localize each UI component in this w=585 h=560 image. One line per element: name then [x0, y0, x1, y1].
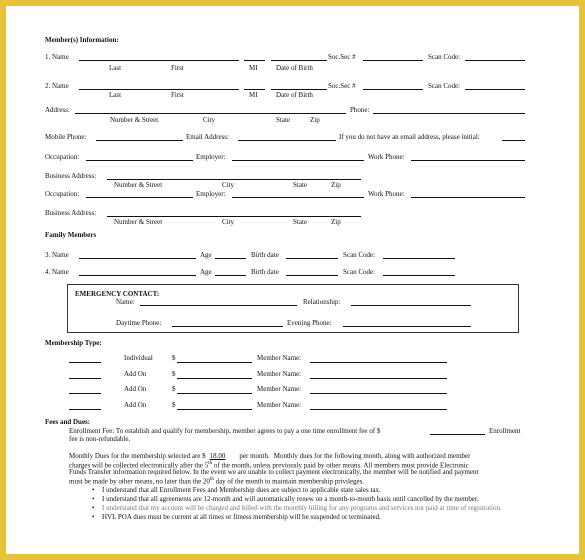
business2-sub-street: Number & Street: [114, 218, 163, 226]
member-name-label: Member Name:: [257, 370, 302, 378]
enrollment-fee-field[interactable]: [430, 434, 485, 435]
fees-dues-title: Fees and Dues:: [45, 418, 91, 426]
employer1-field[interactable]: [232, 160, 364, 161]
occupation1-label: Occupation:: [45, 153, 80, 161]
membership-type-title: Membership Type:: [45, 339, 102, 347]
name1-scan-field[interactable]: [465, 60, 525, 61]
dues-line2-end: of the month, unless previously paid by other means. All members must provide Electronic: [213, 461, 469, 470]
age4-field[interactable]: [215, 275, 246, 276]
name1-sub-mi: MI: [249, 64, 258, 72]
relationship-field[interactable]: [351, 305, 471, 306]
name3-field[interactable]: [79, 258, 196, 259]
membership-type-label: Add On: [124, 385, 147, 393]
bullet-icon: •: [92, 513, 95, 521]
terms-bullet-3: I understand that my account will be charged and billed with the monthly billing for any programs and services not paid at time of registration.: [102, 504, 502, 512]
name1-ssn-field[interactable]: [363, 60, 423, 61]
work-phone2-label: Work Phone:: [368, 190, 405, 198]
membership-type-label: Individual: [124, 354, 153, 362]
dollar-sign: $: [172, 354, 176, 362]
work-phone1-label: Work Phone:: [368, 153, 405, 161]
terms-bullet-1: I understand that all Enrollment Fees and Membership dues are subject to applicable state sales tax.: [102, 486, 381, 494]
address-sub-city: City: [203, 116, 216, 124]
monthly-dues-line3: Funds Transfer information required below. In the event we are unable to collect payment electronically, the member will be notified and payment: [69, 468, 479, 476]
name1-scan-label: Scan Code:: [428, 53, 461, 61]
name1-dob-field[interactable]: [271, 60, 327, 61]
name2-sub-first: First: [171, 91, 184, 99]
bullet-icon: •: [92, 504, 95, 512]
name1-ssn-label: Soc.Sec #: [328, 53, 356, 61]
scan3-label: Scan Code:: [343, 251, 376, 259]
business1-sub-city: City: [222, 181, 235, 189]
name3-label: 3. Name: [45, 251, 69, 259]
no-email-label: If you do not have an email address, please initial:: [339, 133, 480, 141]
enrollment-nonrefundable-text: fee is non-refundable.: [69, 435, 131, 443]
name2-sub-last: Last: [109, 91, 122, 99]
emergency-name-field[interactable]: [140, 305, 297, 306]
email-field[interactable]: [238, 140, 336, 141]
scan4-label: Scan Code:: [343, 268, 376, 276]
employer1-label: Employer:: [196, 153, 226, 161]
phone-label: Phone:: [350, 106, 370, 114]
member-name-field[interactable]: [310, 393, 447, 394]
dues-line2-start: charges will be collected electronically after the 5: [69, 461, 209, 470]
monthly-dues-line1: [69, 452, 470, 460]
member-name-field[interactable]: [310, 378, 447, 379]
terms-bullet-2: I understand that all agreements are 12-month and will automatically renew on a month-to-month basis until cancelled by the member.: [102, 495, 479, 503]
birth3-label: Birth date: [251, 251, 279, 259]
member-name-field[interactable]: [310, 409, 447, 410]
name1-sub-dob: Date of Birth: [276, 64, 313, 72]
member-info-title: Member(s) Information:: [45, 36, 119, 44]
business1-sub-zip: Zip: [331, 181, 341, 189]
employer2-label: Employer:: [196, 190, 226, 198]
member-name-label: Member Name:: [257, 401, 302, 409]
name1-sub-last: Last: [109, 64, 122, 72]
business2-sub-city: City: [222, 218, 235, 226]
name1-sub-first: First: [171, 64, 184, 72]
address-label: Address:: [45, 106, 70, 114]
dues-line2-sup: th: [208, 461, 213, 466]
occupation2-field[interactable]: [86, 197, 193, 198]
member-name-label: Member Name:: [257, 354, 302, 362]
emergency-name-label: Name:: [116, 298, 135, 306]
emergency-title: EMERGENCY CONTACT:: [75, 290, 160, 298]
dues-line4-sup: th: [209, 477, 214, 482]
birth4-field[interactable]: [286, 275, 338, 276]
evening-phone-label: Evening Phone:: [287, 319, 332, 327]
membership-check-field[interactable]: [69, 393, 101, 394]
name2-ssn-label: Soc.Sec #: [328, 82, 356, 90]
address-field[interactable]: [75, 113, 346, 114]
business1-sub-street: Number & Street: [114, 181, 163, 189]
age3-label: Age: [200, 251, 212, 259]
dues-amount-value: 18.00: [209, 452, 226, 460]
membership-type-label: Add On: [124, 401, 147, 409]
membership-form-page: [6, 6, 579, 554]
birth3-field[interactable]: [286, 258, 338, 259]
name4-label: 4. Name: [45, 268, 69, 276]
name2-sub-dob: Date of Birth: [276, 91, 313, 99]
scan3-field[interactable]: [383, 258, 455, 259]
email-label: Email Address:: [186, 133, 229, 141]
business2-sub-state: State: [293, 218, 307, 226]
age3-field[interactable]: [215, 258, 246, 259]
scan4-field[interactable]: [383, 275, 455, 276]
daytime-phone-label: Daytime Phone:: [116, 319, 162, 327]
enrollment-word: Enrollment: [489, 427, 521, 435]
business2-sub-zip: Zip: [331, 218, 341, 226]
name1-field[interactable]: [79, 60, 239, 61]
evening-phone-field[interactable]: [343, 326, 471, 327]
employer2-field[interactable]: [232, 197, 364, 198]
enrollment-fee-text: Enrollment Fee: To establish and qualify for membership, member agrees to pay a one time enrollment fee of $: [69, 427, 381, 435]
name2-dob-field[interactable]: [271, 89, 327, 90]
membership-amount-field[interactable]: [177, 378, 252, 379]
name1-label: 1. Name: [45, 53, 69, 61]
name2-ssn-field[interactable]: [363, 89, 423, 90]
dues-per-month: per month.: [239, 452, 270, 460]
membership-check-field[interactable]: [69, 378, 101, 379]
membership-check-field[interactable]: [69, 409, 101, 410]
occupation1-field[interactable]: [86, 160, 193, 161]
daytime-phone-field[interactable]: [172, 326, 283, 327]
name2-sub-mi: MI: [249, 91, 258, 99]
membership-amount-field[interactable]: [177, 393, 252, 394]
name2-field[interactable]: [79, 89, 239, 90]
address-sub-zip: Zip: [310, 116, 320, 124]
dues-line4-start: must be made by other means, no later than the 20: [69, 477, 210, 486]
membership-type-label: Add On: [124, 370, 147, 378]
business-address2-field[interactable]: [107, 216, 361, 217]
name4-field[interactable]: [79, 275, 196, 276]
phone-field[interactable]: [373, 113, 525, 114]
dues-prefix: Monthly Dues for the membership selected are $: [69, 452, 206, 460]
name1-mi-field[interactable]: [244, 60, 265, 61]
bullet-icon: •: [92, 486, 95, 494]
mobile-field[interactable]: [96, 140, 183, 141]
mobile-label: Mobile Phone:: [45, 133, 87, 141]
birth4-label: Birth date: [251, 268, 279, 276]
work-phone2-field[interactable]: [411, 197, 525, 198]
monthly-dues-line4: [69, 476, 364, 485]
business-address2-label: Business Address:: [45, 209, 97, 217]
bullet-icon: •: [92, 495, 95, 503]
business-address1-field[interactable]: [107, 179, 361, 180]
relationship-label: Relationship:: [303, 298, 341, 306]
work-phone1-field[interactable]: [411, 160, 525, 161]
name2-label: 2. Name: [45, 82, 69, 90]
membership-amount-field[interactable]: [177, 362, 252, 363]
member-name-field[interactable]: [310, 362, 447, 363]
terms-bullet-4: HVL POA dues must be current at all times or fitness membership will be suspended or terminated.: [102, 513, 381, 521]
business-address1-label: Business Address:: [45, 172, 97, 180]
occupation2-label: Occupation:: [45, 190, 80, 198]
name2-scan-field[interactable]: [465, 89, 525, 90]
age4-label: Age: [200, 268, 212, 276]
address-sub-street: Number & Street: [110, 116, 159, 124]
membership-check-field[interactable]: [69, 362, 101, 363]
dues-suffix: Monthly dues for the following month, along with authorized member: [273, 452, 471, 460]
family-members-title: Family Members: [45, 231, 97, 239]
member-name-label: Member Name:: [257, 385, 302, 393]
membership-amount-field[interactable]: [177, 409, 252, 410]
dollar-sign: $: [172, 370, 176, 378]
name2-scan-label: Scan Code:: [428, 82, 461, 90]
address-sub-state: State: [276, 116, 290, 124]
name2-mi-field[interactable]: [244, 89, 265, 90]
dues-line4-end: day of the month to maintain membership privileges.: [215, 477, 365, 486]
business1-sub-state: State: [293, 181, 307, 189]
dollar-sign: $: [172, 385, 176, 393]
no-email-initial-field[interactable]: [502, 140, 525, 141]
dollar-sign: $: [172, 401, 176, 409]
